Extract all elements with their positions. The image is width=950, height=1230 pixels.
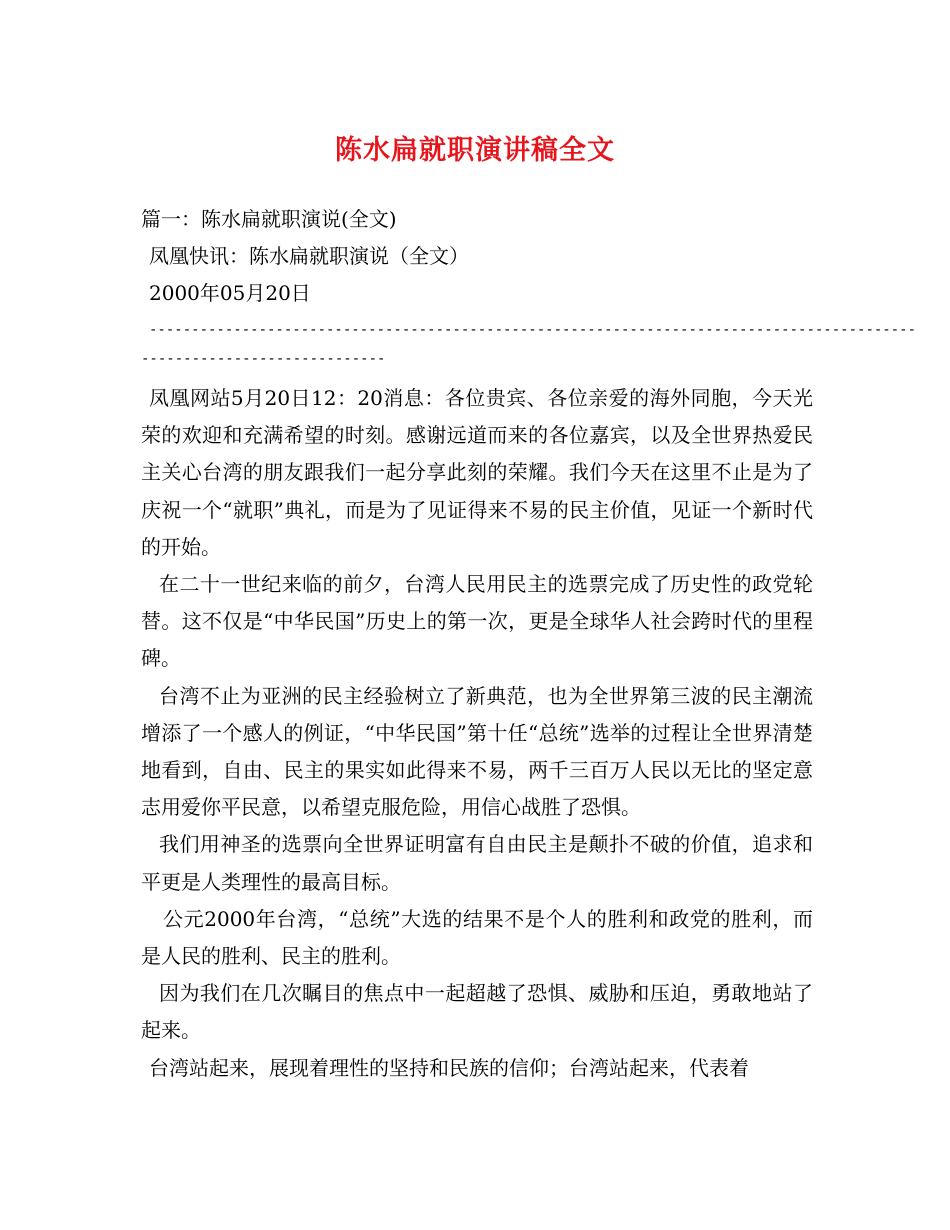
date-line: 2000年05月20日 — [149, 281, 311, 305]
article-heading: 篇一：陈水扁就职演说(全文) — [141, 207, 397, 231]
article-body — [141, 380, 813, 1087]
paragraph: 台湾不止为亚洲的民主经验树立了新典范，也为全世界第三波的民主潮流增添了一个感人的例证，“中华民国”第十任“总统”选举的过程让全世界清楚地看到，自由、民主的果实如此得来不易，两千三百万人民以无比的坚定意志用爱你平民意，以希望克服危险，用信心战胜了恐惧。 — [141, 683, 813, 820]
news-source-line: 凤凰快讯：陈水扁就职演说（全文） — [149, 244, 469, 268]
paragraph: 台湾站起来，展现着理性的坚持和民族的信仰；台湾站起来，代表着 — [149, 1055, 749, 1080]
paragraph: 因为我们在几次瞩目的焦点中一起超越了恐惧、威胁和压迫，勇敢地站了起来。 — [141, 981, 813, 1043]
paragraph: 在二十一世纪来临的前夕，台湾人民用民主的选票完成了历史性的政党轮替。这不仅是“中华民国”历史上的第一次，更是全球华人社会跨时代的里程碑。 — [141, 572, 813, 671]
paragraph: 凤凰网站5月20日12：20消息：各位贵宾、各位亲爱的海外同胞，今天光荣的欢迎和充满希望的时刻。感谢远道而来的各位嘉宾，以及全世界热爱民主关心台湾的朋友跟我们一起分享此刻的荣耀。我们今天在这里不止是为了庆祝一个“就职”典礼，而是为了见证得来不易的民主价值，见证一个新时代的开始。 — [141, 386, 813, 559]
paragraph: 我们用神圣的选票向全世界证明富有自由民主是颠扑不破的价值，追求和平更是人类理性的最高目标。 — [141, 832, 813, 894]
separator-line-continued: ----------------------------- — [141, 351, 386, 367]
document-title: 陈水扁就职演讲稿全文 — [335, 135, 615, 166]
separator-line: ------------------------------------------------------------------------------------------- — [149, 322, 917, 338]
paragraph: 公元2000年台湾，“总统”大选的结果不是个人的胜利和政党的胜利，而是人民的胜利、民主的胜利。 — [141, 906, 813, 969]
